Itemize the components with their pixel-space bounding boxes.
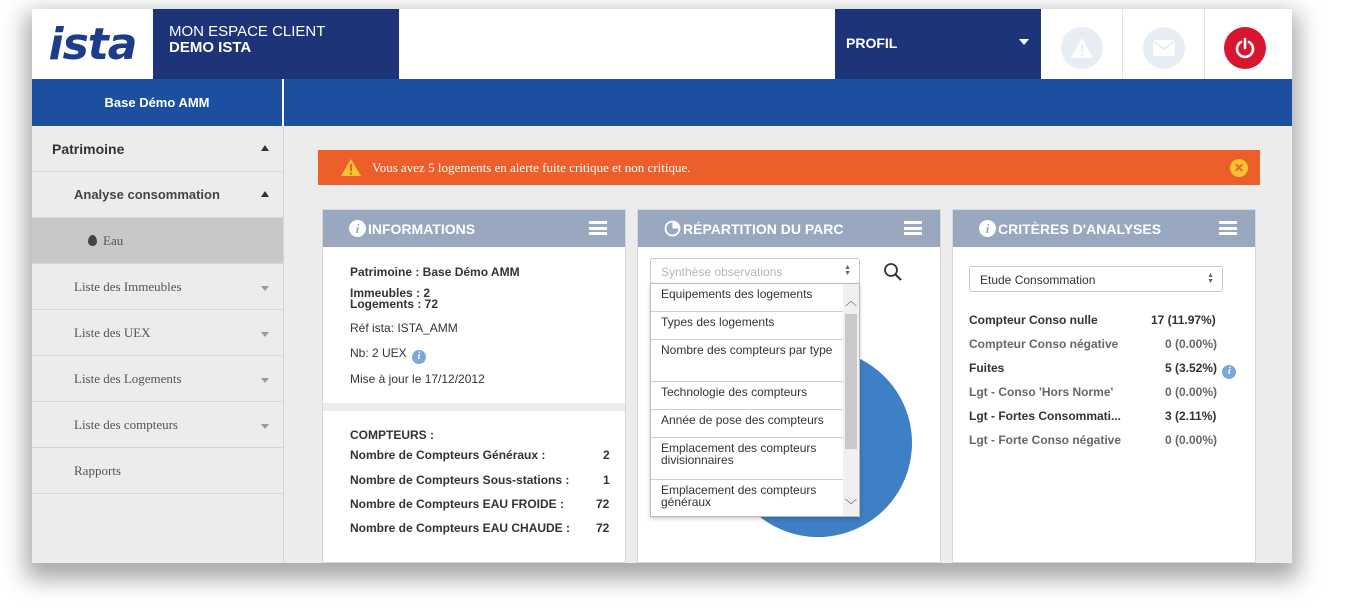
pie-chart-icon xyxy=(664,220,681,237)
select-value: Etude Consommation xyxy=(980,273,1096,287)
app-window xyxy=(32,9,1292,563)
search-icon[interactable] xyxy=(883,262,903,282)
dropdown-option[interactable]: Emplacement des compteurs divisionnaires xyxy=(651,438,844,480)
update-date: Mise à jour le 17/12/2012 xyxy=(350,372,485,386)
warning-icon xyxy=(340,158,362,177)
caret-down-icon xyxy=(261,378,269,383)
caret-up-icon xyxy=(261,191,269,197)
criteres-panel xyxy=(952,209,1256,563)
sidebar-item-immeubles[interactable] xyxy=(32,264,283,310)
sidebar-item-label: Liste des compteurs xyxy=(74,416,178,432)
ista-logo[interactable]: ista xyxy=(48,18,137,70)
scrollbar-thumb[interactable] xyxy=(845,314,857,449)
menu-icon[interactable] xyxy=(1219,221,1237,235)
repartition-panel xyxy=(637,209,941,563)
patrimoine-label: Patrimoine : Base Démo AMM xyxy=(350,265,520,279)
power-icon xyxy=(1234,37,1256,59)
sidebar-item-compteurs[interactable] xyxy=(32,402,283,448)
immeubles-count: Immeubles : 2 xyxy=(350,286,431,300)
sidebar-item-label: Liste des Logements xyxy=(74,370,182,386)
criteria-value: 0 (0.00%) xyxy=(1165,337,1218,351)
water-drop-icon xyxy=(88,235,97,246)
sidebar-item-uex[interactable] xyxy=(32,310,283,356)
sidebar-item-label: Liste des Immeubles xyxy=(74,278,182,294)
criteria-label: Compteur Conso négative xyxy=(969,337,1119,351)
dropdown-option[interactable]: Nombre des compteurs par type xyxy=(651,340,844,382)
panel-divider xyxy=(323,403,625,411)
chevron-down-icon[interactable]: ﹀ xyxy=(845,498,858,512)
info-icon: i xyxy=(349,220,366,237)
sidebar-item-analyse-consommation[interactable] xyxy=(32,172,283,218)
criteria-label: Lgt - Conso 'Hors Norme' xyxy=(969,385,1114,399)
profile-label: PROFIL xyxy=(846,35,898,51)
messages-button[interactable] xyxy=(1143,27,1185,69)
alert-message: Vous avez 5 logements en alerte fuite critique et non critique. xyxy=(372,159,691,175)
chevron-up-icon[interactable]: ︿ xyxy=(845,294,858,308)
panel-title: INFORMATIONS xyxy=(368,220,476,237)
dropdown-option[interactable]: Types des logements xyxy=(651,312,844,340)
warning-icon xyxy=(1070,37,1094,59)
panel-header xyxy=(953,210,1255,247)
panel-header xyxy=(638,210,940,247)
sidebar-item-logements[interactable] xyxy=(32,356,283,402)
sidebar-item-label: Patrimoine xyxy=(52,140,125,157)
logout-button[interactable] xyxy=(1224,27,1266,69)
caret-up-icon xyxy=(261,145,269,151)
criteria-value-row xyxy=(1165,361,1236,379)
caret-down-icon xyxy=(261,332,269,337)
menu-icon[interactable] xyxy=(589,221,607,235)
leak-alert-banner xyxy=(318,150,1260,185)
logements-count: Logements : 72 xyxy=(350,297,439,311)
compteur-row-label: Nombre de Compteurs EAU CHAUDE : xyxy=(350,521,571,535)
caret-down-icon xyxy=(261,286,269,291)
ref-ista: Réf ista: ISTA_AMM xyxy=(350,321,458,335)
sidebar-item-rapports[interactable] xyxy=(32,448,283,494)
criteria-value: 0 (0.00%) xyxy=(1165,433,1218,447)
panel-header xyxy=(323,210,625,247)
sidebar-item-label: Eau xyxy=(103,232,124,248)
caret-down-icon xyxy=(1019,39,1029,45)
brand-line1: MON ESPACE CLIENT xyxy=(169,23,326,40)
repartition-dropdown-list xyxy=(650,283,860,517)
envelope-icon xyxy=(1152,39,1176,57)
header xyxy=(32,9,1292,79)
header-separator xyxy=(1122,9,1123,79)
close-alert-button[interactable] xyxy=(1230,159,1248,177)
sidebar-item-label: Liste des UEX xyxy=(74,324,151,340)
analyse-type-select[interactable] xyxy=(969,266,1223,292)
sidebar-item-label: Analyse consommation xyxy=(74,187,220,202)
dropdown-option[interactable]: Technologie des compteurs xyxy=(651,382,844,410)
menu-icon[interactable] xyxy=(904,221,922,235)
alert-button[interactable] xyxy=(1061,27,1103,69)
select-placeholder: Synthèse observations xyxy=(661,265,783,279)
compteur-row-value: 2 xyxy=(603,448,610,462)
repartition-select[interactable] xyxy=(650,258,860,284)
site-name: Base Démo AMM xyxy=(32,79,284,126)
compteur-row-label: Nombre de Compteurs Sous-stations : xyxy=(350,473,570,487)
compteur-row-value: 72 xyxy=(596,497,610,511)
select-arrows-icon: ▲ ▼ xyxy=(844,264,851,277)
criteria-label: Lgt - Fortes Consommati... xyxy=(969,409,1122,423)
dropdown-option[interactable]: Emplacement des compteurs généraux xyxy=(651,480,844,517)
compteurs-title: COMPTEURS : xyxy=(350,428,434,442)
criteria-value: 3 (2.11%) xyxy=(1165,409,1217,423)
info-icon[interactable]: i xyxy=(1222,365,1236,379)
uex-count: Nb: 2 UEX xyxy=(350,346,407,360)
criteria-label: Compteur Conso nulle xyxy=(969,313,1098,327)
select-arrows-icon: ▲ ▼ xyxy=(1207,272,1214,285)
criteria-value: 5 (3.52%) xyxy=(1165,361,1218,375)
criteria-value: 17 (11.97%) xyxy=(1151,313,1216,327)
dropdown-option[interactable]: Equipements des logements xyxy=(651,284,844,312)
panel-title: RÉPARTITION DU PARC xyxy=(683,220,844,237)
criteria-value: 0 (0.00%) xyxy=(1165,385,1218,399)
criteria-label: Lgt - Forte Conso négative xyxy=(969,433,1122,447)
profile-dropdown[interactable] xyxy=(835,9,1041,79)
uex-count-row xyxy=(350,346,426,364)
sidebar-item-eau[interactable] xyxy=(32,218,283,264)
compteur-row-value: 72 xyxy=(596,521,610,535)
brand-block xyxy=(153,9,399,79)
header-separator xyxy=(1204,9,1205,79)
criteria-label: Fuites xyxy=(969,361,1005,375)
sidebar xyxy=(32,126,284,563)
sidebar-item-label: Rapports xyxy=(74,462,121,478)
info-icon: i xyxy=(979,220,996,237)
compteur-row-label: Nombre de Compteurs Généraux : xyxy=(350,448,546,462)
compteur-row-value: 1 xyxy=(603,473,610,487)
brand-line2: DEMO ISTA xyxy=(169,39,252,56)
info-icon[interactable]: i xyxy=(412,350,426,364)
dropdown-scrollbar[interactable] xyxy=(843,284,859,517)
informations-panel xyxy=(322,209,626,563)
caret-down-icon xyxy=(261,424,269,429)
close-icon: ✕ xyxy=(1233,160,1245,175)
sidebar-item-patrimoine[interactable] xyxy=(32,126,283,172)
compteur-row-label: Nombre de Compteurs EAU FROIDE : xyxy=(350,497,565,511)
panel-title: CRITÈRES D'ANALYSES xyxy=(998,220,1162,237)
dropdown-option[interactable]: Année de pose des compteurs xyxy=(651,410,844,438)
top-bar xyxy=(32,79,1292,126)
